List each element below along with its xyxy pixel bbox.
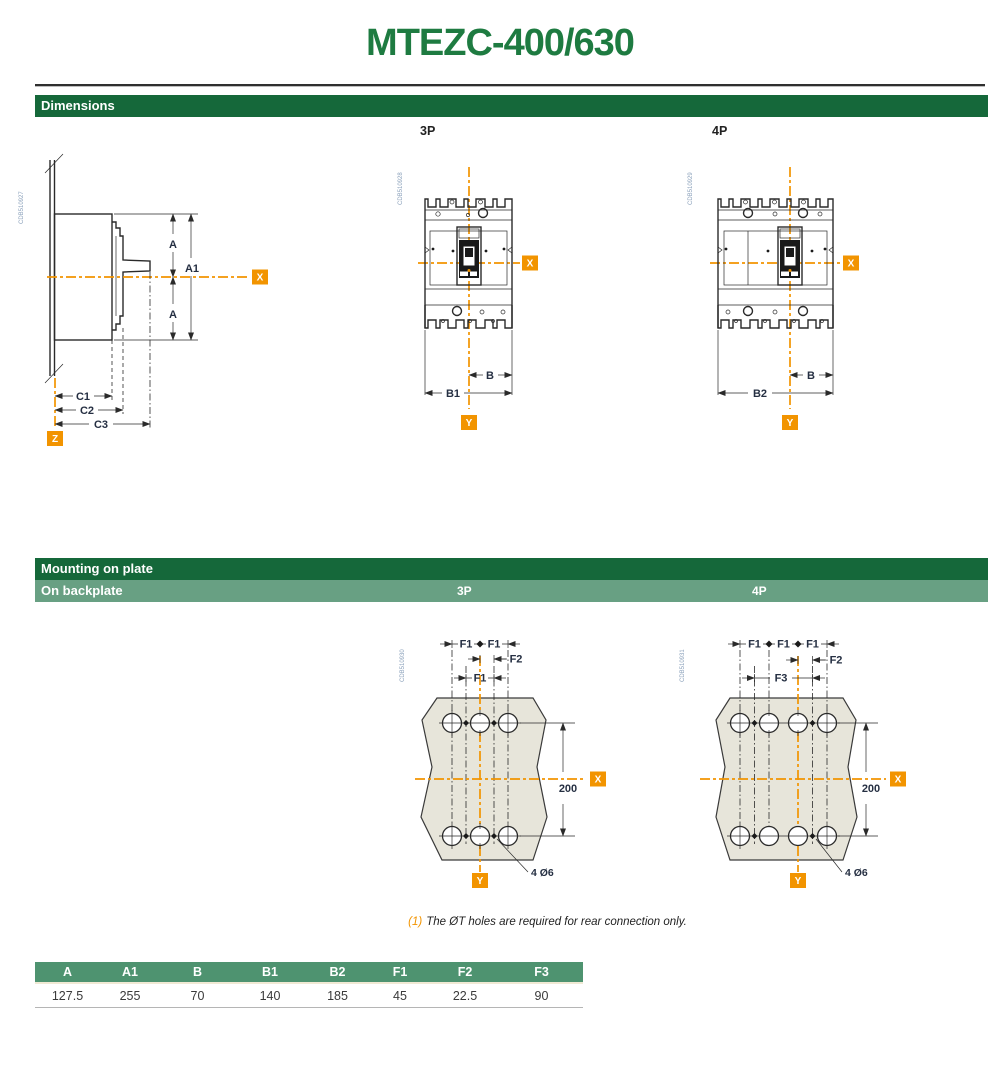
table-header: A (62, 965, 73, 979)
axis-y-label: Y (476, 876, 484, 887)
dim-label-a-top: A (169, 239, 177, 251)
mounting-4p-drawing (670, 620, 950, 910)
dim-label-b1: B1 (445, 388, 461, 400)
axis-x-label: X (847, 258, 855, 270)
table-value-row (35, 984, 583, 1008)
table-cell: 185 (327, 988, 348, 1003)
top-castellation (718, 199, 833, 220)
drawing-code: CDB510931 (680, 649, 686, 682)
axis-x-label: X (594, 774, 602, 786)
table-cell: 90 (534, 988, 549, 1003)
subsection-title-backplate: On backplate (41, 583, 123, 598)
table-cell: 255 (119, 988, 141, 1003)
dim-label-f1: F1 (487, 638, 501, 651)
page-title: MTEZC-400/630 (366, 22, 634, 64)
dim-label-f1: F1 (473, 672, 487, 685)
dim-label-c1: C1 (75, 391, 91, 403)
table-cell: 70 (190, 988, 205, 1003)
axis-x-label: X (256, 272, 264, 284)
hole-callout: 4 Ø6 (531, 867, 554, 879)
section-header-mounting (35, 558, 988, 580)
breaker-cover-profile (112, 222, 150, 330)
footnote-ref: (1) (408, 916, 423, 928)
dim-extension-lines (718, 330, 833, 395)
dim-label-f1: F1 (777, 638, 790, 651)
axis-y-marker (782, 415, 798, 430)
axis-x-marker (252, 270, 268, 285)
axis-z-marker (47, 431, 63, 446)
table-cell: 22.5 (452, 988, 478, 1003)
front-view-4p-drawing (680, 121, 925, 433)
table-header: B (192, 965, 203, 979)
dim-label-b: B (486, 370, 494, 382)
dim-label-f3: F3 (774, 672, 788, 685)
table-header: A1 (122, 965, 138, 979)
axis-y-marker (472, 873, 488, 888)
dim-label-f1: F1 (806, 638, 819, 651)
toggle-unit (778, 227, 802, 285)
mounting-column-4p: 4P (752, 584, 767, 598)
body-sides (718, 220, 833, 328)
table-cell: 45 (393, 988, 407, 1003)
section-title-dimensions: Dimensions (41, 98, 115, 113)
axis-y-label: Y (794, 876, 802, 887)
table-header-row (35, 962, 583, 984)
table-header: B1 (262, 965, 278, 979)
axis-x-marker (522, 256, 538, 271)
axis-x-label: X (894, 774, 902, 786)
breaker-body-side (55, 214, 113, 340)
dim-label-c2: C2 (79, 405, 95, 417)
section-subheader-backplate (35, 580, 988, 602)
section-title-mounting: Mounting on plate (41, 561, 153, 576)
dim-label-b2: B2 (752, 388, 768, 400)
dim-label-c3: C3 (93, 419, 109, 431)
axis-y-marker (790, 873, 806, 888)
footnote (0, 916, 1000, 928)
table-header: F3 (534, 965, 549, 979)
terminal-screw (453, 307, 462, 316)
bottom-castellation (718, 305, 833, 328)
axis-x-marker (890, 772, 906, 787)
axis-y-label: Y (465, 418, 473, 429)
dim-label-b: B (807, 370, 815, 382)
section-header-dimensions (35, 95, 988, 117)
c-extension-dashed (112, 328, 123, 414)
drawing-code: CDB510930 (400, 649, 406, 682)
axis-x-marker (843, 256, 859, 271)
face-plate (724, 231, 827, 285)
axis-z-label: Z (51, 434, 59, 445)
dim-label-f1: F1 (748, 638, 761, 651)
bottom-band-lines (718, 289, 833, 305)
title-divider (35, 84, 985, 86)
dim-label-f2: F2 (829, 654, 843, 667)
table-header: F2 (457, 965, 473, 979)
dim-label-f1: F1 (459, 638, 473, 651)
axis-y-marker (461, 415, 477, 430)
drawing-code: CDB510929 (688, 172, 694, 205)
drawing-code: CDB510927 (19, 191, 25, 224)
toggle-unit (457, 227, 481, 285)
dim-label-f2: F2 (509, 653, 523, 666)
top-band-lines (718, 210, 833, 220)
dim-label-a1: A1 (184, 263, 200, 275)
dim-label-200: 200 (558, 783, 578, 795)
table-header: F1 (392, 965, 408, 979)
table-cell: 127.5 (51, 988, 84, 1003)
mounting-3p-drawing (390, 620, 660, 910)
side-clips (718, 247, 833, 253)
dim-label-200: 200 (861, 783, 881, 795)
mounting-column-3p: 3P (457, 584, 472, 598)
footnote-text: The ØT holes are required for rear connection only. (426, 916, 687, 928)
side-view-drawing (10, 148, 330, 448)
axis-x-marker (590, 772, 606, 787)
dimensions-table (35, 962, 583, 1008)
hole-callout: 4 Ø6 (845, 867, 868, 879)
front-view-3p-drawing (390, 121, 625, 433)
dim-label-a-bottom: A (169, 309, 177, 321)
axis-x-label: X (526, 258, 534, 270)
axis-y-label: Y (786, 418, 794, 429)
column-label-3p: 3P (420, 124, 436, 138)
table-header: B2 (329, 965, 346, 979)
column-label-4p: 4P (712, 124, 728, 138)
table-cell: 140 (259, 988, 281, 1003)
drawing-code: CDB510928 (398, 172, 404, 205)
